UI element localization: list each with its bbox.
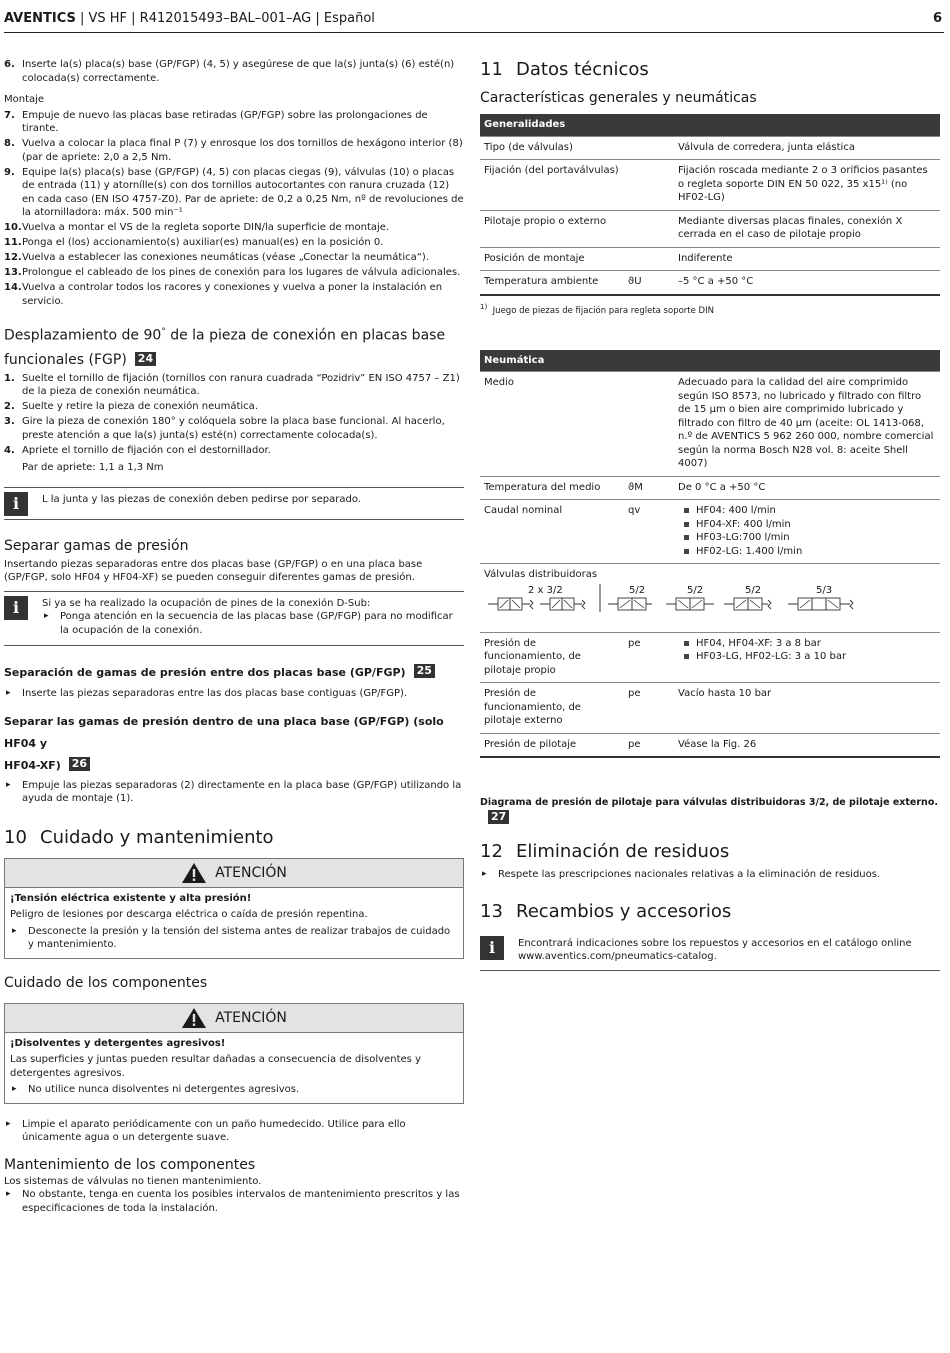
diagram-caption (480, 796, 940, 826)
row-value (674, 632, 940, 683)
step-number: 3. (4, 416, 15, 428)
row-value (674, 500, 940, 564)
table-header-row (480, 114, 940, 136)
neumatica-table (480, 350, 940, 759)
step-item (4, 58, 464, 85)
par-apriete: Par de apriete: 1,1 a 1,3 Nm (22, 462, 164, 474)
step-item (4, 266, 464, 280)
desp-title-part2: de la pieza de conexión en placas base (165, 327, 446, 344)
row-key: Pilotaje propio o externo (480, 210, 624, 247)
bullet-item: ▸ Empuje las piezas separadoras (2) directamente en la placa base (GP/FGP) utilizando la ayuda de montaje (1). (4, 779, 464, 806)
step-text: Vuelva a controlar todos los racores y conexiones y vuelva a poner la instalación en servicio. (22, 282, 443, 307)
chapter-11-title (480, 58, 940, 82)
valve-schematic-icon (480, 582, 940, 632)
chapter-13-title (480, 900, 940, 924)
chapter-12-title (480, 840, 940, 864)
page-number: 6 (932, 11, 942, 26)
row-key: Fijación (del portaválvulas) (480, 160, 624, 211)
row-symbol: pe (624, 733, 674, 757)
list-item: HF02-LG: 1.400 l/min (678, 545, 936, 559)
valve-label: 5/2 (629, 584, 646, 596)
step-text: Gire la pieza de conexión 180° y colóquela sobre la placa base funcional. Al hacerlo, preste atención a que la(s) junta(s) esté(n) correctamente colocada(s). (22, 416, 445, 441)
warning-body (5, 888, 463, 958)
cuidado-title: Cuidado de los componentes (4, 974, 208, 991)
bullet-item: ▸ No utilice nunca disolventes ni detergentes agresivos. (10, 1083, 458, 1097)
table-header: Neumática (480, 350, 940, 372)
footnote-mark: 1) (480, 301, 488, 311)
warning-body (5, 1033, 463, 1103)
chapter-number: 10 (4, 826, 27, 848)
sep2-title-text: Separación de gamas de presión entre dos placas base (GP/FGP) (4, 666, 406, 680)
info-icon: i (480, 936, 504, 960)
desp-title-part3: funcionales (FGP) (4, 351, 127, 368)
limpie-bullets (4, 1118, 464, 1145)
row-value: Véase la Fig. 26 (674, 733, 940, 757)
row-value: Fijación roscada mediante 2 o 3 orificios pasantes o regleta soporte DIN EN 50 022, 35 x15¹⁾ (no HF02-LG) (674, 160, 940, 211)
chapter-number: 12 (480, 841, 503, 863)
step-item (4, 415, 464, 442)
row-key: Temperatura ambiente (480, 271, 624, 295)
warning-triangle-icon (181, 1007, 207, 1029)
step-number: 1. (4, 372, 15, 384)
header-doc-info: | VS HF | R412015493–BAL–001–AG | Español (75, 11, 375, 26)
desp-degree: ° (161, 327, 166, 337)
desplazamiento-title-line2 (4, 350, 464, 370)
table-row (480, 160, 940, 211)
presion-list (678, 637, 936, 664)
table-footnote (480, 300, 940, 318)
mantenimiento-text: Los sistemas de válvulas no tienen mantenimiento. (4, 1175, 262, 1187)
steps-list-a (4, 58, 464, 85)
table-row (480, 210, 940, 247)
row-value: De 0 °C a +50 °C (674, 476, 940, 500)
generalidades-table (480, 114, 940, 296)
row-value: Indiferente (674, 247, 940, 271)
warning-label: ATENCIÓN (215, 1009, 287, 1026)
info-note-text: Encontrará indicaciones sobre los repuestos y accesorios en el catálogo online www.aventics.com/pneumatics-catalog. (518, 937, 912, 963)
separar-title: Separar gamas de presión (4, 537, 189, 554)
row-symbol (624, 210, 674, 247)
header-title (4, 11, 375, 26)
sep2-bullets (4, 687, 464, 701)
warning-bullets (10, 925, 458, 952)
row-symbol (624, 372, 674, 477)
row-symbol: pe (624, 632, 674, 683)
step-number: 7. (4, 109, 15, 121)
row-symbol: qv (624, 500, 674, 564)
step-number: 11. (4, 237, 22, 248)
valve-label: 5/2 (745, 584, 762, 596)
step-text: Vuelva a montar el VS de la regleta soporte DIN/la superficie de montaje. (22, 222, 390, 233)
table-row (480, 476, 940, 500)
step-text: Suelte y retire la pieza de conexión neumática. (22, 401, 258, 413)
list-item: HF04-XF: 400 l/min (678, 518, 936, 532)
step-item (4, 400, 464, 414)
chapter-title: Eliminación de residuos (516, 841, 730, 863)
mantenimiento-title: Mantenimiento de los componentes (4, 1156, 256, 1173)
row-key: Presión de pilotaje (480, 733, 624, 757)
chapter-title: Datos técnicos (516, 59, 649, 80)
warning-header (5, 859, 463, 888)
row-key: Presión de funcionamiento, de pilotaje propio (480, 632, 624, 683)
row-value: Válvula de corredera, junta elástica (674, 136, 940, 160)
step-item (4, 166, 464, 220)
info-icon: i (4, 492, 28, 516)
valve-label: 5/2 (687, 584, 704, 596)
sep3-title-line1: Separar las gamas de presión dentro de una placa base (GP/FGP) (solo HF04 y (4, 714, 444, 750)
step-number: 9. (4, 166, 15, 178)
info-note-line: Si ya se ha realizado la ocupación de pines de la conexión D-Sub: (42, 597, 371, 609)
desp-steps-list (4, 372, 464, 458)
table-row (480, 564, 940, 633)
right-column (480, 58, 940, 979)
caudal-list (678, 504, 936, 558)
table-row (480, 500, 940, 564)
bullet-item: ▸ Desconecte la presión y la tensión del sistema antes de realizar trabajos de cuidado y mantenimiento. (10, 925, 458, 952)
left-column (4, 58, 464, 1217)
chapter-title: Cuidado y mantenimiento (40, 826, 274, 848)
step-number: 8. (4, 138, 15, 149)
chapter-10-title (4, 826, 464, 850)
chapter-title: Recambios y accesorios (516, 900, 732, 922)
step-text: Inserte la(s) placa(s) base (GP/FGP) (4, 5) y asegúrese de que la(s) junta(s) (6) esté(n) colocada(s) correctamente. (22, 59, 455, 84)
valve-label: 2 x 3/2 (528, 584, 563, 596)
bullet-item: ▸ Inserte las piezas separadoras entre las dos placas base contiguas (GP/FGP). (4, 687, 464, 701)
warning-label: ATENCIÓN (215, 864, 287, 881)
info-note-text: L la junta y las piezas de conexión deben pedirse por separado. (42, 493, 361, 505)
step-text: Suelte el tornillo de fijación (tornillos con ranura cuadrada “Pozidriv” EN ISO 4757 – Z1) de la pieza de conexión neumática. (22, 372, 460, 398)
table-row (480, 247, 940, 271)
step-number: 13. (4, 267, 22, 278)
row-symbol: ϑU (624, 271, 674, 295)
step-item (4, 251, 464, 265)
warning-header (5, 1004, 463, 1033)
table-header-row (480, 350, 940, 372)
info-icon: i (4, 596, 28, 620)
bullet-item: ▸ Ponga atención en la secuencia de las placas base (GP/FGP) para no modificar la ocupación de la conexión. (42, 610, 464, 637)
row-key: Posición de montaje (480, 247, 624, 271)
step-number: 14. (4, 282, 22, 293)
figure-ref-27: 27 (488, 810, 509, 824)
row-symbol: ϑM (624, 476, 674, 500)
valvulas-cell (480, 564, 940, 633)
step-number: 6. (4, 59, 15, 70)
sep2-title (4, 664, 464, 681)
table-row (480, 632, 940, 683)
bullet-item: ▸ No obstante, tenga en cuenta los posibles intervalos de mantenimiento prescritos y las especificaciones de toda la instalación. (4, 1188, 464, 1215)
warning-triangle-icon (181, 862, 207, 884)
info-note-bullets (42, 610, 464, 637)
section-subtitle: Características generales y neumáticas (480, 90, 757, 106)
warning-bold-text: ¡Disolventes y detergentes agresivos! (10, 1037, 226, 1049)
figure-ref-25: 25 (414, 664, 435, 678)
step-text: Empuje de nuevo las placas base retiradas (GP/FGP) sobre las prolongaciones de tirante. (22, 109, 428, 134)
step-item (4, 281, 464, 308)
montaje-label: Montaje (4, 94, 45, 105)
row-key: Tipo (de válvulas) (480, 136, 624, 160)
separar-text: Insertando piezas separadoras entre dos placas base (GP/FGP) o en una placa base (GP/FGP, solo HF04 y HF04-XF) se pueden conseguir diferentes gamas de presión. (4, 558, 423, 584)
table-row (480, 271, 940, 295)
step-number: 10. (4, 222, 22, 233)
step-item (4, 444, 464, 458)
step-text: Apriete el tornillo de fijación con el destornillador. (22, 444, 271, 456)
step-number: 12. (4, 252, 22, 263)
row-value: Vacío hasta 10 bar (674, 683, 940, 734)
diagram-caption-text: Diagrama de presión de pilotaje para válvulas distribuidoras 3/2, de pilotaje externo. (480, 797, 938, 809)
header-brand: AVENTICS (4, 11, 76, 26)
list-item: HF04, HF04-XF: 3 a 8 bar (678, 637, 936, 651)
warning-text: Las superficies y juntas pueden resultar dañadas a consecuencia de disolventes y detergentes agresivos. (10, 1054, 421, 1079)
row-key: Válvulas distribuidoras (484, 569, 598, 581)
step-item (4, 109, 464, 136)
valve-symbols (480, 582, 940, 632)
info-note-3 (480, 932, 940, 971)
table-header: Generalidades (480, 114, 940, 136)
warning-text: Peligro de lesiones por descarga eléctrica o caída de presión repentina. (10, 909, 368, 921)
bullet-item: ▸ Limpie el aparato periódicamente con un paño humedecido. Utilice para ello únicamente agua o un detergente suave. (4, 1118, 464, 1145)
chapter-number: 13 (480, 900, 503, 922)
step-number: 2. (4, 401, 15, 413)
step-number: 4. (4, 444, 15, 456)
info-note-1 (4, 487, 464, 520)
step-text: Equipe la(s) placa(s) base (GP/FGP) (4, 5) con placas ciegas (9), válvulas (10) o placas de entrada (11) y atornílle(s) con dos tornillos autocortantes con ranura cruzada (12) en cada caso (EN ISO 4757-Z0). Par de apriete: de 0,2 a 0,25 Nm, nº de revoluciones de la atornilladora: máx. 500 min⁻¹ (22, 166, 464, 218)
chapter-number: 11 (480, 59, 503, 80)
step-text: Prolongue el cableado de los pines de conexión para los lugares de válvula adicionales. (22, 267, 461, 278)
row-key: Temperatura del medio (480, 476, 624, 500)
desp-title-part1: Desplazamiento de 90 (4, 327, 162, 344)
table-row (480, 372, 940, 477)
list-item: HF04: 400 l/min (678, 504, 936, 518)
row-symbol: pe (624, 683, 674, 734)
desplazamiento-heading (4, 322, 464, 370)
page-header (4, 10, 944, 33)
step-item (4, 221, 464, 235)
table-row (480, 683, 940, 734)
row-symbol (624, 136, 674, 160)
warning-box-1 (4, 858, 464, 959)
list-item: HF03-LG:700 l/min (678, 531, 936, 545)
row-key: Presión de funcionamiento, de pilotaje externo (480, 683, 624, 734)
warning-bullets (10, 1083, 458, 1097)
sep3-title (4, 711, 464, 777)
sep3-bullets (4, 779, 464, 806)
list-item: HF03-LG, HF02-LG: 3 a 10 bar (678, 650, 936, 664)
steps-list-b (4, 109, 464, 309)
info-note-2 (4, 591, 464, 647)
row-key: Caudal nominal (480, 500, 624, 564)
warning-box-2 (4, 1003, 464, 1104)
row-value: Mediante diversas placas finales, conexión X cerrada en el caso de pilotaje propio (674, 210, 940, 247)
ch12-bullets (480, 868, 940, 882)
table-row (480, 136, 940, 160)
row-value: –5 °C a +50 °C (674, 271, 940, 295)
step-text: Ponga el (los) accionamiento(s) auxiliar(es) manual(es) en la posición 0. (22, 237, 384, 248)
bullet-item: ▸ Respete las prescripciones nacionales relativas a la eliminación de residuos. (480, 868, 940, 882)
step-text: Vuelva a colocar la placa final P (7) y enrosque los dos tornillos de hexágono interior (8) (par de apriete: 2,0 a 2,5 Nm. (22, 138, 463, 163)
desplazamiento-title-line1 (4, 322, 464, 346)
step-item (4, 137, 464, 164)
mantenimiento-bullets (4, 1188, 464, 1215)
table-row (480, 733, 940, 757)
figure-ref-24: 24 (135, 352, 156, 366)
step-item (4, 236, 464, 250)
row-symbol (624, 247, 674, 271)
row-value: Adecuado para la calidad del aire comprimido según ISO 8573, no lubricado y filtrado con filtro de 15 µm o bien aire comprimido lubricado y filtrado con filtro de 40 µm (aceite: OL 1413-068, n.º de AVENTICS 5 962 260 000, nombre comercial según la norma Bosch N28 vol. 8: aceite Shell 4007) (674, 372, 940, 477)
step-text: Vuelva a establecer las conexiones neumáticas (véase „Conectar la neumática“). (22, 252, 429, 263)
row-symbol (624, 160, 674, 211)
footnote-text: Juego de piezas de fijación para regleta soporte DIN (492, 305, 714, 316)
warning-bold-text: ¡Tensión eléctrica existente y alta presión! (10, 892, 252, 904)
valve-label: 5/3 (816, 584, 833, 596)
row-key: Medio (480, 372, 624, 477)
sep3-title-line2: HF04-XF) (4, 758, 61, 772)
step-item (4, 372, 464, 399)
figure-ref-26: 26 (69, 757, 90, 771)
